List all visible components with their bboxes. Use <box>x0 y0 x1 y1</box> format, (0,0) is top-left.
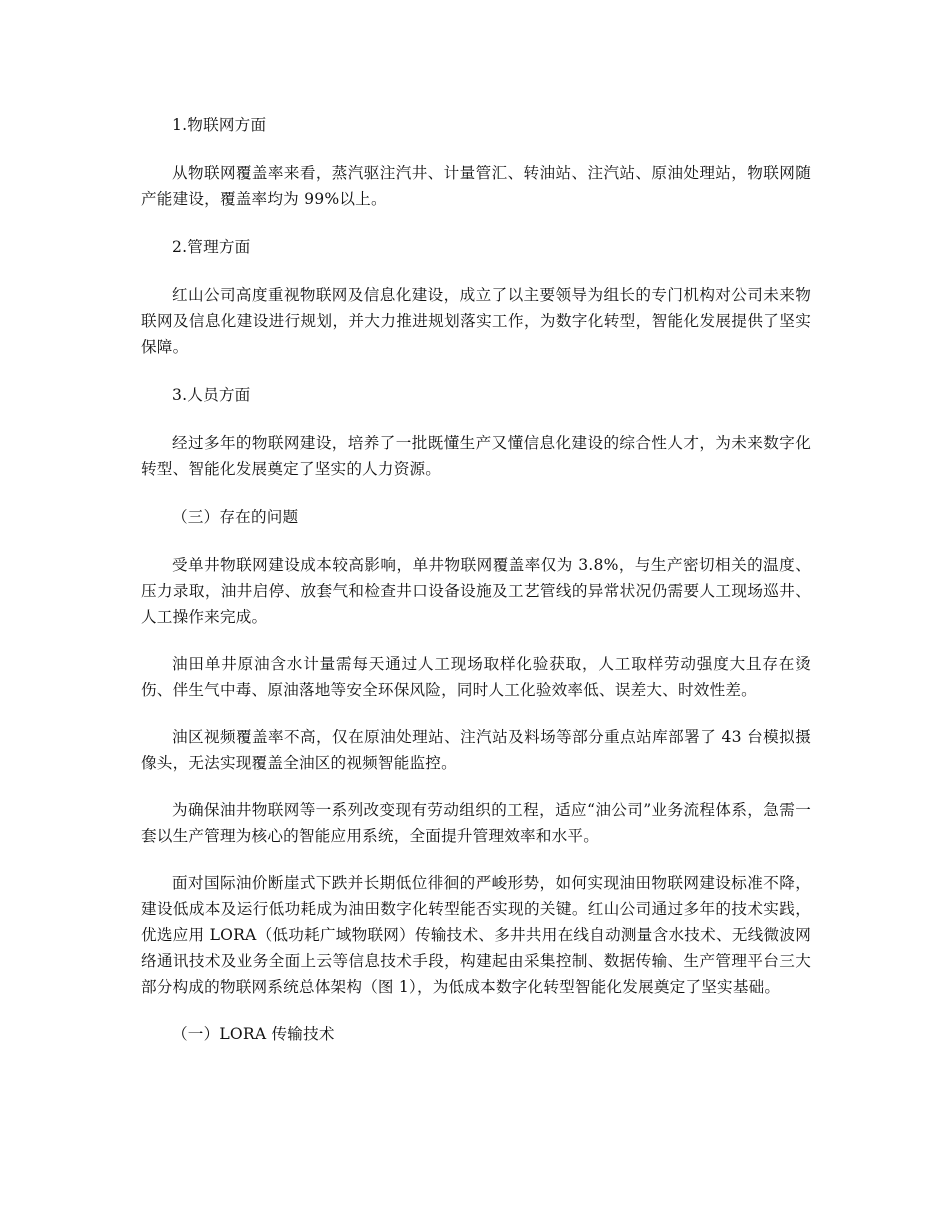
paragraph-problem-single-well: 受单井物联网建设成本较高影响，单井物联网覆盖率仅为 3.8%，与生产密切相关的温度、压力录取，油井启停、放套气和检查井口设备设施及工艺管线的异常状况仍需要人工现场巡井、人工操作来完成。 <box>141 556 811 626</box>
section-heading-iot: 1.物联网方面 <box>172 116 267 134</box>
paragraph-iot-coverage: 从物联网覆盖率来看，蒸汽驱注汽井、计量管汇、转油站、注汽站、原油处理站，物联网随产能建设，覆盖率均为 99%以上。 <box>141 164 811 208</box>
paragraph-solution: 面对国际油价断崖式下跌并长期低位徘徊的严峻形势，如何实现油田物联网建设标准不降，建设低成本及运行低功耗成为油田数字化转型能否实现的关键。红山公司通过多年的技术实践，优选应用 LORA（低功耗广域物联网）传输技术、多井共用在线自动测量含水技术、无线微波网络通讯技术及业务全面上云等信息技术手段，构建起由采集控制、数据传输、生产管理平台三大部分构成的物联网系统总体架构（图 1），为低成本数字化转型智能化发展奠定了坚实基础。 <box>141 874 811 996</box>
document-body <box>141 112 811 1047</box>
paragraph-problem-water-cut: 油田单井原油含水计量需每天通过人工现场取样化验获取，人工取样劳动强度大且存在烫伤、伴生气中毒、原油落地等安全环保风险，同时人工化验效率低、误差大、时效性差。 <box>141 655 811 699</box>
paragraph-problem-video: 油区视频覆盖率不高，仅在原油处理站、注汽站及料场等部分重点站库部署了 43 台模拟摄像头，无法实现覆盖全油区的视频智能监控。 <box>141 728 811 772</box>
paragraph-problem-system: 为确保油井物联网等一系列改变现有劳动组织的工程，适应“油公司”业务流程体系，急需一套以生产管理为核心的智能应用系统，全面提升管理效率和水平。 <box>141 801 811 845</box>
paragraph-personnel: 经过多年的物联网建设，培养了一批既懂生产又懂信息化建设的综合性人才，为未来数字化转型、智能化发展奠定了坚实的人力资源。 <box>141 434 811 478</box>
section-heading-personnel: 3.人员方面 <box>172 386 251 404</box>
section-heading-problems: （三）存在的问题 <box>172 508 299 526</box>
paragraph-management: 红山公司高度重视物联网及信息化建设，成立了以主要领导为组长的专门机构对公司未来物联网及信息化建设进行规划，并大力推进规划落实工作，为数字化转型，智能化发展提供了坚实保障。 <box>141 286 811 356</box>
section-heading-lora: （一）LORA 传输技术 <box>172 1025 335 1043</box>
section-heading-management: 2.管理方面 <box>172 238 251 256</box>
